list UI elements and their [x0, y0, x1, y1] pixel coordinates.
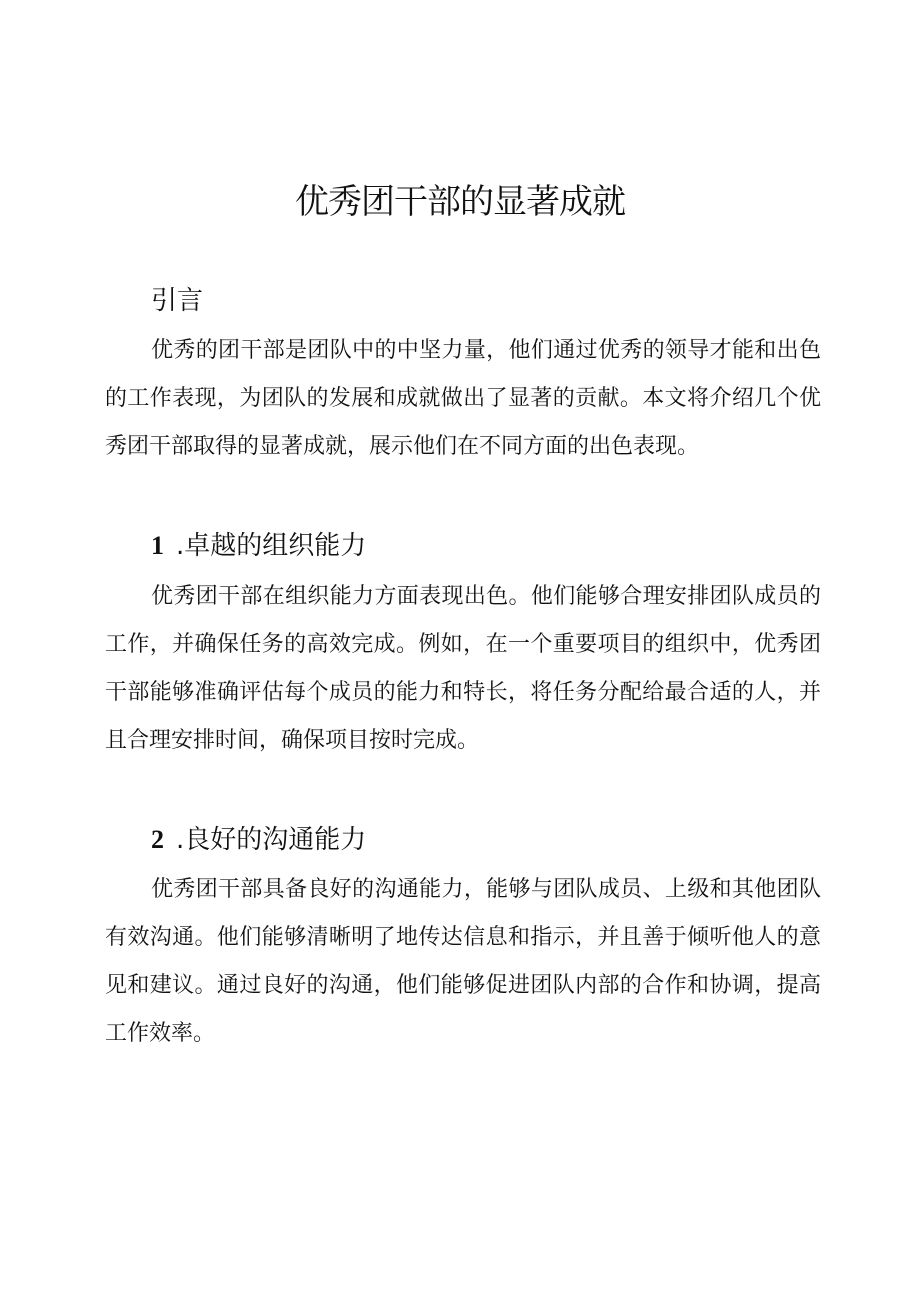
- section-heading-organization: [151, 528, 366, 564]
- section-heading-communication: [151, 822, 366, 858]
- section-heading-introduction: [151, 283, 203, 319]
- section-heading-text: .卓越的组织能力: [176, 531, 367, 561]
- section-body-communication: 优秀团干部具备良好的沟通能力，能够与团队成员、上级和其他团队有效沟通。他们能够清晰明了地传达信息和指示，并且善于倾听他人的意见和建议。通过良好的沟通，他们能够促进团队内部的合作和协调，提高工作效率。: [105, 877, 821, 1046]
- section-number: 2: [151, 825, 164, 854]
- section-number: 1: [151, 531, 164, 560]
- document-title: 优秀团干部的显著成就: [295, 182, 625, 222]
- section-body-organization: 优秀团干部在组织能力方面表现出色。他们能够合理安排团队成员的工作，并确保任务的高效完成。例如，在一个重要项目的组织中，优秀团干部能够准确评估每个成员的能力和特长，将任务分配给最合适的人，并且合理安排时间，确保项目按时完成。: [105, 584, 821, 753]
- section-heading-text: .良好的沟通能力: [176, 825, 367, 855]
- section-heading-text: 引言: [151, 286, 204, 316]
- section-body-introduction: 优秀的团干部是团队中的中坚力量，他们通过优秀的领导才能和出色的工作表现，为团队的发展和成就做出了显著的贡献。本文将介绍几个优秀团干部取得的显著成就，展示他们在不同方面的出色表现。: [105, 338, 821, 459]
